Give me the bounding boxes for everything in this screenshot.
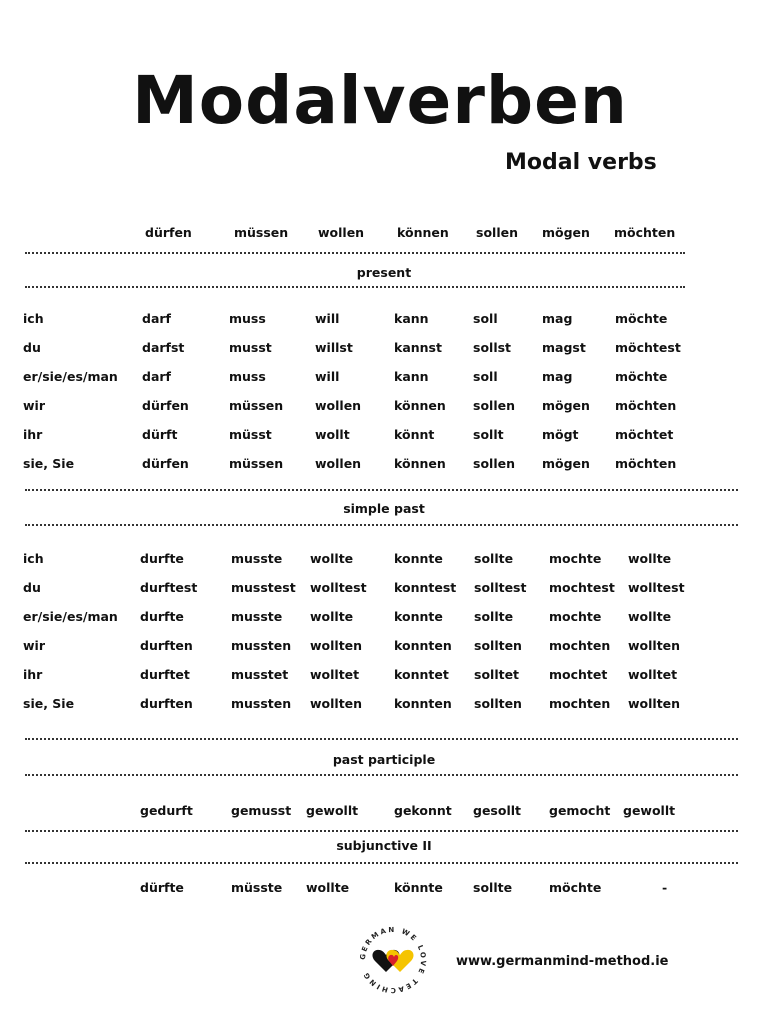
conjugation-cell: wollte [628,609,672,624]
pronoun-label: du [23,340,41,355]
participle-cell: gesollt [473,803,521,818]
section-label: past participle [332,752,436,767]
conjugation-cell: müsst [229,427,272,442]
conjugation-cell: wollte [628,551,672,566]
section-label: subjunctive II [336,838,432,853]
conjugation-cell: wolltet [628,667,678,682]
participle-cell: gedurft [140,803,193,818]
conjugation-cell: solltet [474,667,520,682]
pronoun-label: sie, Sie [23,696,75,711]
verb-header: möchten [614,225,676,240]
participle-cell: gekonnt [394,803,452,818]
conjugation-cell: dürft [142,427,178,442]
pronoun-label: wir [23,398,45,413]
conjugation-cell: möchtet [615,427,674,442]
dotted-divider [25,830,738,832]
subjunctive-cell: möchte [549,880,602,895]
logo-badge [355,922,431,998]
conjugation-cell: wollten [628,638,681,653]
conjugation-cell: durftest [140,580,198,595]
pronoun-label: er/sie/es/man [23,609,118,624]
conjugation-cell: sollst [473,340,512,355]
subjunctive-cell: sollte [473,880,513,895]
conjugation-cell: konnten [394,638,452,653]
conjugation-cell: möchten [615,398,677,413]
conjugation-cell: sollen [473,456,515,471]
conjugation-cell: können [394,398,446,413]
conjugation-cell: konnte [394,609,443,624]
conjugation-cell: mochten [549,638,611,653]
conjugation-cell: musst [229,340,272,355]
dotted-divider [25,489,738,491]
pronoun-label: ihr [23,427,43,442]
conjugation-cell: mochte [549,609,602,624]
conjugation-cell: willst [315,340,353,355]
dotted-divider [25,252,685,254]
conjugation-cell: sollt [473,427,504,442]
conjugation-cell: mögt [542,427,579,442]
conjugation-cell: mochtest [549,580,615,595]
conjugation-cell: sollten [474,638,522,653]
conjugation-cell: möchte [615,311,668,326]
conjugation-cell: könnt [394,427,435,442]
conjugation-cell: müssen [229,398,284,413]
participle-cell: gewollt [623,803,676,818]
conjugation-cell: wollten [628,696,681,711]
pronoun-label: sie, Sie [23,456,75,471]
conjugation-cell: mögen [542,456,590,471]
conjugation-cell: konntet [394,667,449,682]
conjugation-cell: wollen [315,456,362,471]
conjugation-cell: muss [229,369,266,384]
conjugation-cell: mag [542,311,573,326]
section-label: simple past [343,501,425,516]
conjugation-cell: sollen [473,398,515,413]
conjugation-cell: mag [542,369,573,384]
conjugation-cell: wolltet [310,667,360,682]
conjugation-cell: solltest [474,580,527,595]
dotted-divider [25,286,685,288]
logo [355,922,431,998]
pronoun-label: ihr [23,667,43,682]
conjugation-cell: musste [231,551,283,566]
subjunctive-cell: dürfte [140,880,184,895]
pronoun-label: du [23,580,41,595]
conjugation-cell: möchtest [615,340,681,355]
conjugation-cell: musste [231,609,283,624]
logo-ring-text: GERMAN WE LOVE TEACHING [358,925,428,995]
conjugation-cell: wollen [315,398,362,413]
page-title: Modalverben [132,62,628,139]
conjugation-cell: muss [229,311,266,326]
conjugation-cell: sollte [474,551,514,566]
page-subtitle: Modal verbs [505,150,657,175]
conjugation-cell: soll [473,369,498,384]
pronoun-label: ich [23,551,44,566]
conjugation-cell: mögen [542,398,590,413]
conjugation-cell: kann [394,311,429,326]
dotted-divider [25,738,738,740]
conjugation-cell: mochtet [549,667,608,682]
dotted-divider [25,524,738,526]
conjugation-cell: durften [140,696,193,711]
subjunctive-cell: könnte [394,880,443,895]
conjugation-cell: konnte [394,551,443,566]
conjugation-cell: sollte [474,609,514,624]
conjugation-cell: wollten [310,638,363,653]
conjugation-cell: können [394,456,446,471]
conjugation-cell: wollte [310,551,354,566]
conjugation-cell: will [315,369,340,384]
conjugation-cell: mussten [231,696,292,711]
conjugation-cell: darf [142,369,171,384]
participle-cell: gemusst [231,803,292,818]
conjugation-cell: konnten [394,696,452,711]
conjugation-cell: musstest [231,580,296,595]
section-label: present [356,265,412,280]
conjugation-cell: magst [542,340,586,355]
conjugation-cell: sollten [474,696,522,711]
pronoun-label: er/sie/es/man [23,369,118,384]
conjugation-cell: will [315,311,340,326]
subjunctive-cell: wollte [306,880,350,895]
participle-cell: gewollt [306,803,359,818]
conjugation-cell: mussten [231,638,292,653]
conjugation-cell: dürfen [142,398,189,413]
conjugation-cell: möchten [615,456,677,471]
conjugation-cell: konntest [394,580,457,595]
conjugation-cell: mochten [549,696,611,711]
dotted-divider [25,862,738,864]
conjugation-cell: möchte [615,369,668,384]
conjugation-cell: darfst [142,340,185,355]
participle-cell: gemocht [549,803,611,818]
conjugation-cell: wollt [315,427,350,442]
two-hearts-icon [372,950,413,972]
pronoun-label: wir [23,638,45,653]
conjugation-cell: wollte [310,609,354,624]
conjugation-cell: musstet [231,667,289,682]
subjunctive-cell: - [662,880,668,895]
conjugation-cell: durftet [140,667,190,682]
pronoun-label: ich [23,311,44,326]
subjunctive-cell: müsste [231,880,283,895]
verb-header: können [397,225,449,240]
conjugation-cell: wollten [310,696,363,711]
conjugation-cell: wolltest [310,580,367,595]
website-link[interactable]: www.germanmind-method.ie [456,954,669,969]
conjugation-cell: soll [473,311,498,326]
verb-header: dürfen [145,225,192,240]
conjugation-cell: durften [140,638,193,653]
conjugation-cell: wolltest [628,580,685,595]
conjugation-cell: kannst [394,340,442,355]
conjugation-cell: dürfen [142,456,189,471]
verb-header: müssen [234,225,289,240]
conjugation-cell: durfte [140,551,184,566]
dotted-divider [25,774,738,776]
verb-header: wollen [318,225,365,240]
verb-header: mögen [542,225,590,240]
conjugation-cell: durfte [140,609,184,624]
conjugation-cell: kann [394,369,429,384]
conjugation-cell: müssen [229,456,284,471]
conjugation-cell: darf [142,311,171,326]
conjugation-cell: mochte [549,551,602,566]
verb-header: sollen [476,225,518,240]
